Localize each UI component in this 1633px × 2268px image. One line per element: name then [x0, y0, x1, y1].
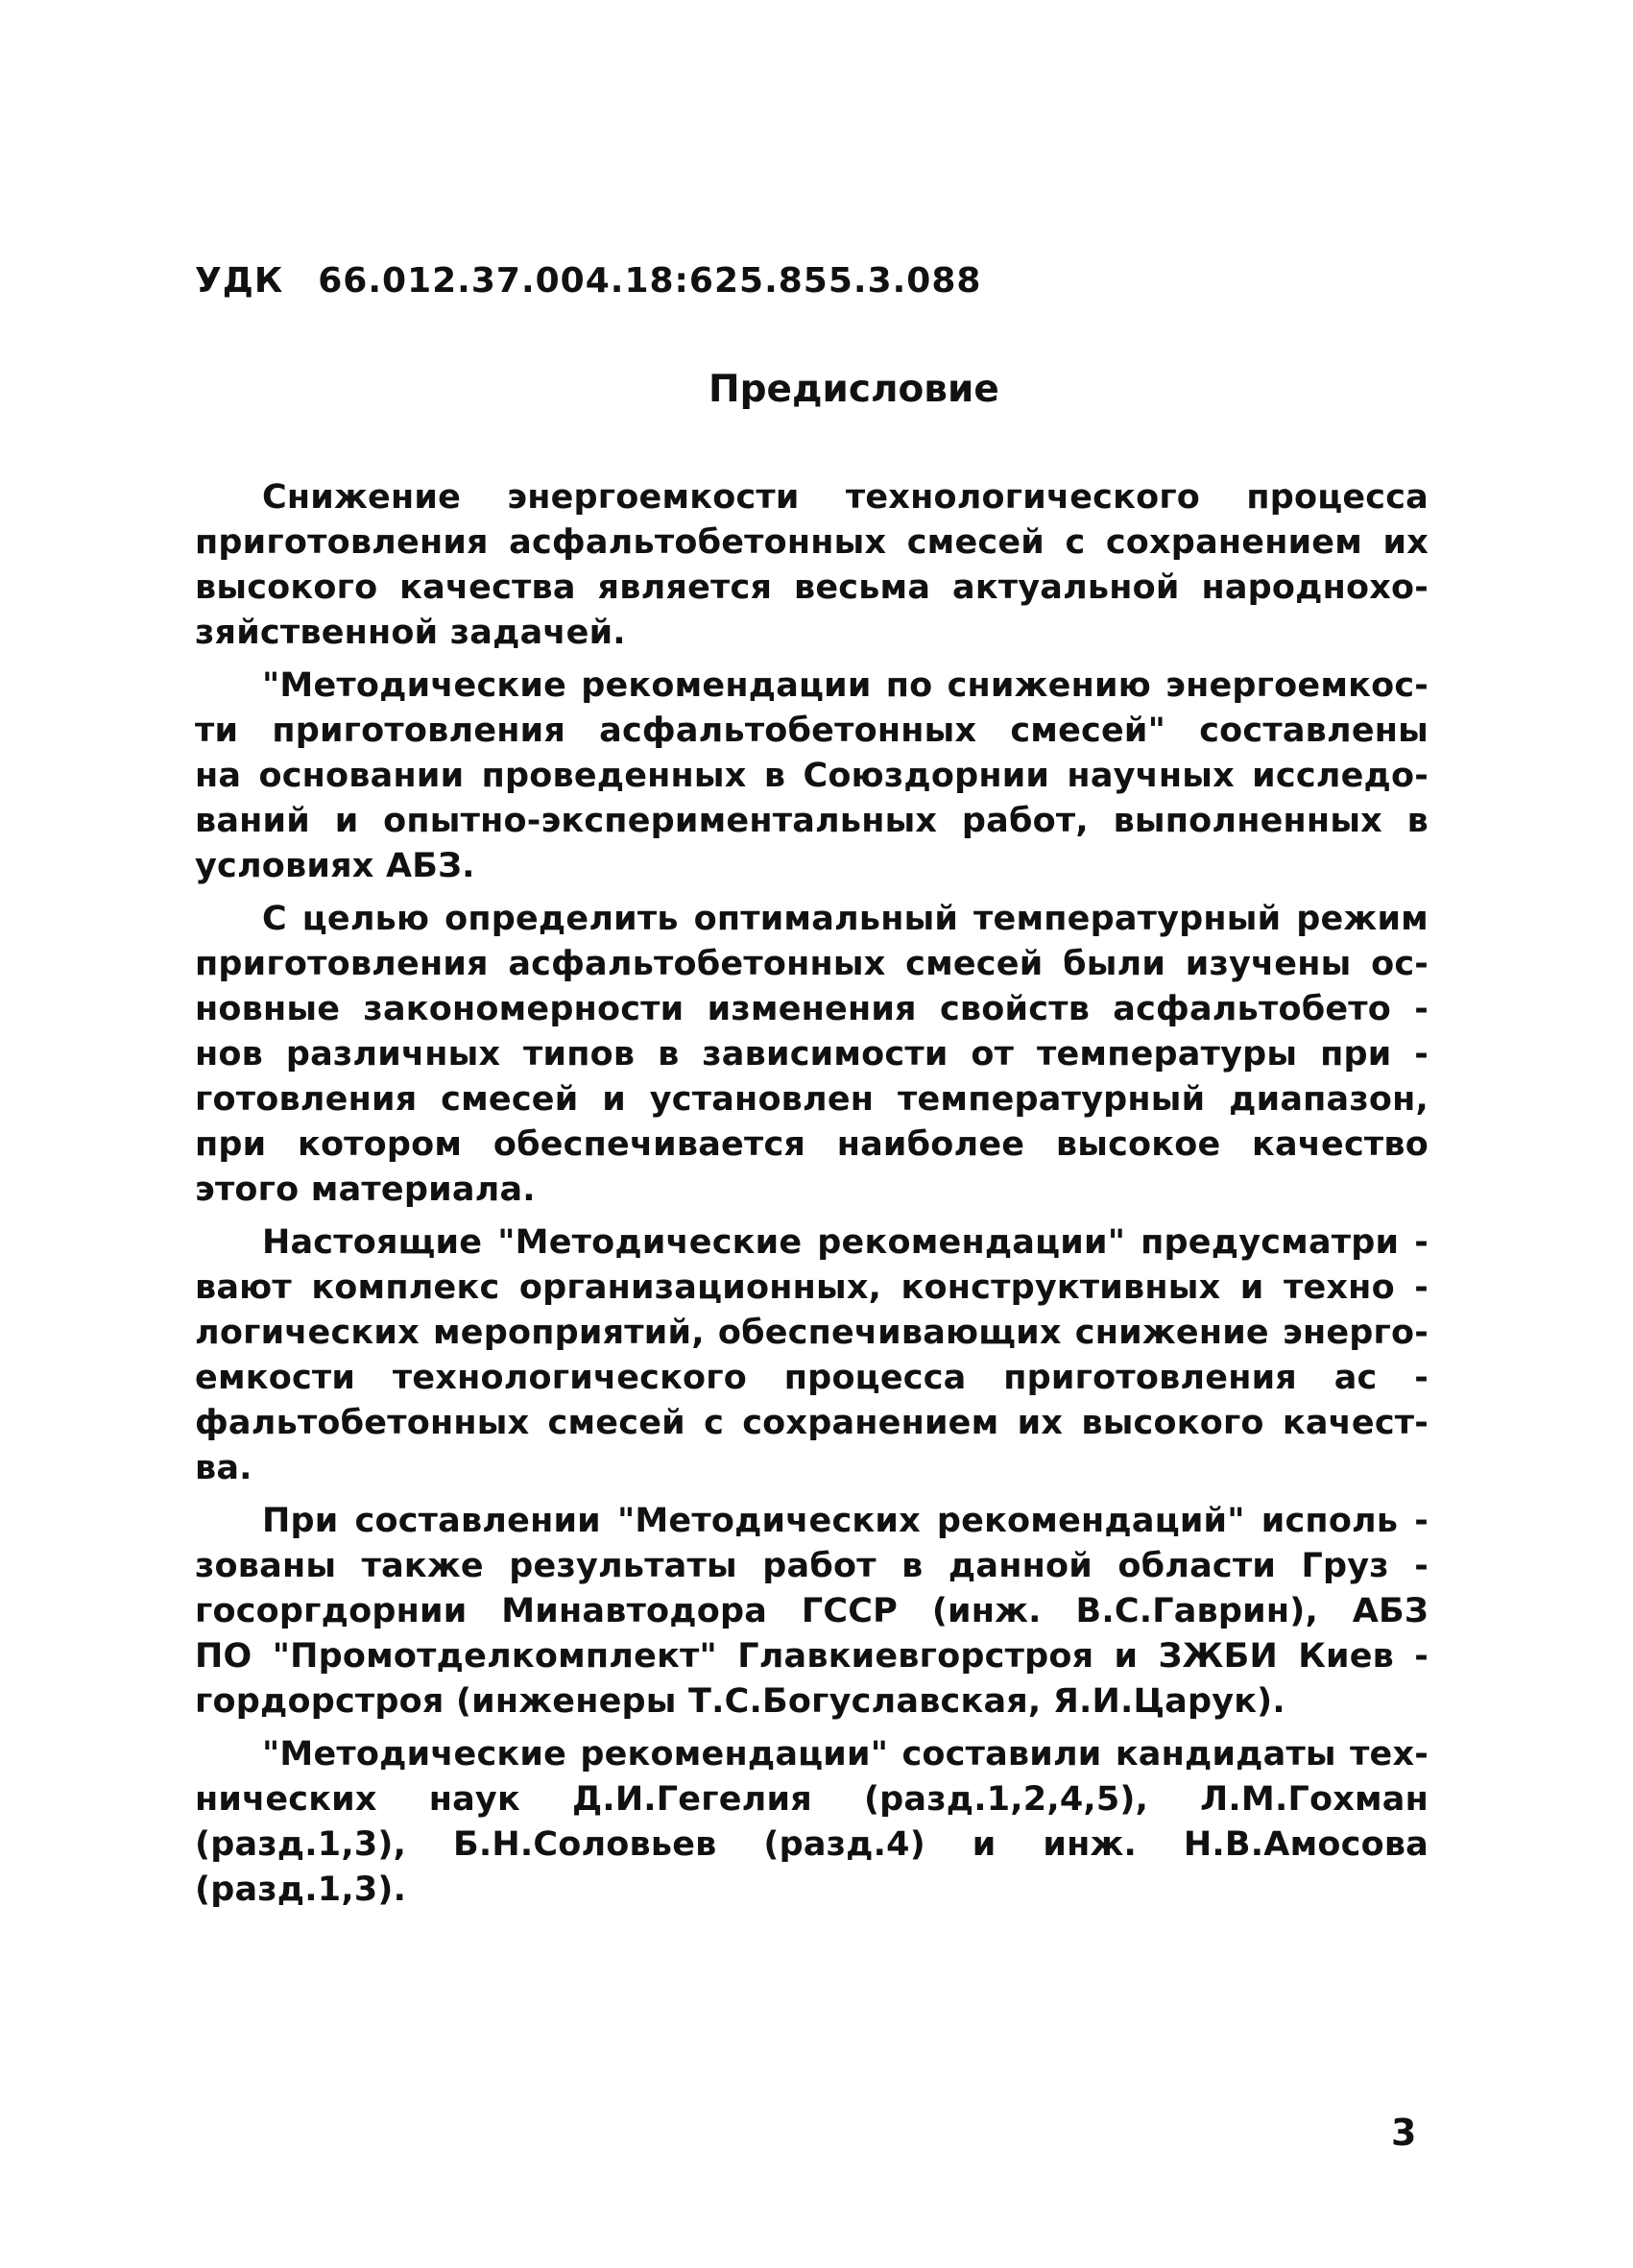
paragraph-line: "Методические рекомендации" составили кандидаты тех- — [262, 1735, 1429, 1773]
paragraph-line: ПО "Промотделкомплект" Главкиевгорстроя и ЗЖБИ Киев - — [195, 1637, 1429, 1676]
paragraph-line: на основании проведенных в Союздорнии научных исследо- — [195, 757, 1429, 795]
paragraph-line: гордорстроя (инженеры Т.С.Богуславская, Я.И.Царук). — [195, 1682, 1285, 1721]
paragraph-line: ваний и опытно-экспериментальных работ, выполненных в — [195, 802, 1429, 840]
udk-label: УДК — [195, 261, 284, 301]
paragraph-line: зованы также результаты работ в данной области Груз - — [195, 1547, 1429, 1585]
paragraph-line: логических мероприятий, обеспечивающих снижение энерго- — [195, 1314, 1429, 1352]
paragraph-line: нов различных типов в зависимости от температуры при - — [195, 1035, 1429, 1074]
paragraph-line: госоргдорнии Минавтодора ГССР (инж. В.С.Гаврин), АБЗ — [195, 1592, 1429, 1630]
paragraph-line: С целью определить оптимальный температурный режим — [262, 900, 1429, 938]
paragraph-line: Снижение энергоемкости технологического процесса — [262, 478, 1429, 517]
paragraph-line: при котором обеспечивается наиболее высокое качество — [195, 1125, 1429, 1164]
foreword-body — [195, 475, 1429, 1913]
paragraph-line: нических наук Д.И.Гегелия (разд.1,2,4,5), Л.М.Гохман — [195, 1780, 1429, 1819]
paragraph-4 — [195, 1220, 1429, 1491]
paragraph-line: (разд.1,3). — [195, 1870, 407, 1909]
page-title: Предисловие — [708, 368, 999, 411]
paragraph-2 — [195, 664, 1429, 889]
paragraph-1 — [195, 475, 1429, 656]
paragraph-line: ти приготовления асфальтобетонных смесей" составлены — [195, 712, 1429, 750]
paragraph-line: Настоящие "Методические рекомендации" предусматри - — [262, 1223, 1429, 1262]
udk-classification — [195, 261, 981, 301]
paragraph-6 — [195, 1732, 1429, 1913]
paragraph-line: вают комплекс организационных, конструктивных и техно - — [195, 1268, 1429, 1307]
paragraph-line: новные закономерности изменения свойств асфальтобето - — [195, 990, 1429, 1028]
paragraph-line: фальтобетонных смесей с сохранением их высокого качест- — [195, 1404, 1429, 1442]
paragraph-line: (разд.1,3), Б.Н.Соловьев (разд.4) и инж. Н.В.Амосова — [195, 1825, 1429, 1864]
paragraph-line: приготовления асфальтобетонных смесей с сохранением их — [195, 523, 1429, 562]
paragraph-line: емкости технологического процесса приготовления ас - — [195, 1359, 1429, 1397]
paragraph-line: высокого качества является весьма актуальной народнохо- — [195, 568, 1429, 607]
paragraph-line: этого материала. — [195, 1170, 536, 1209]
paragraph-line: приготовления асфальтобетонных смесей были изучены ос- — [195, 945, 1429, 983]
paragraph-line: "Методические рекомендации по снижению энергоемкос- — [262, 666, 1429, 705]
paragraph-3 — [195, 897, 1429, 1213]
paragraph-line: условиях АБЗ. — [195, 847, 475, 885]
page-number: 3 — [1391, 2111, 1417, 2154]
paragraph-5 — [195, 1499, 1429, 1725]
paragraph-line: готовления смесей и установлен температурный диапазон, — [195, 1080, 1429, 1119]
udk-code: 66.012.37.004.18:625.855.3.088 — [318, 261, 982, 301]
paragraph-line: зяйственной задачей. — [195, 614, 626, 652]
paragraph-line: ва. — [195, 1449, 252, 1487]
paragraph-line: При составлении "Методических рекомендаций" исполь - — [262, 1502, 1429, 1540]
